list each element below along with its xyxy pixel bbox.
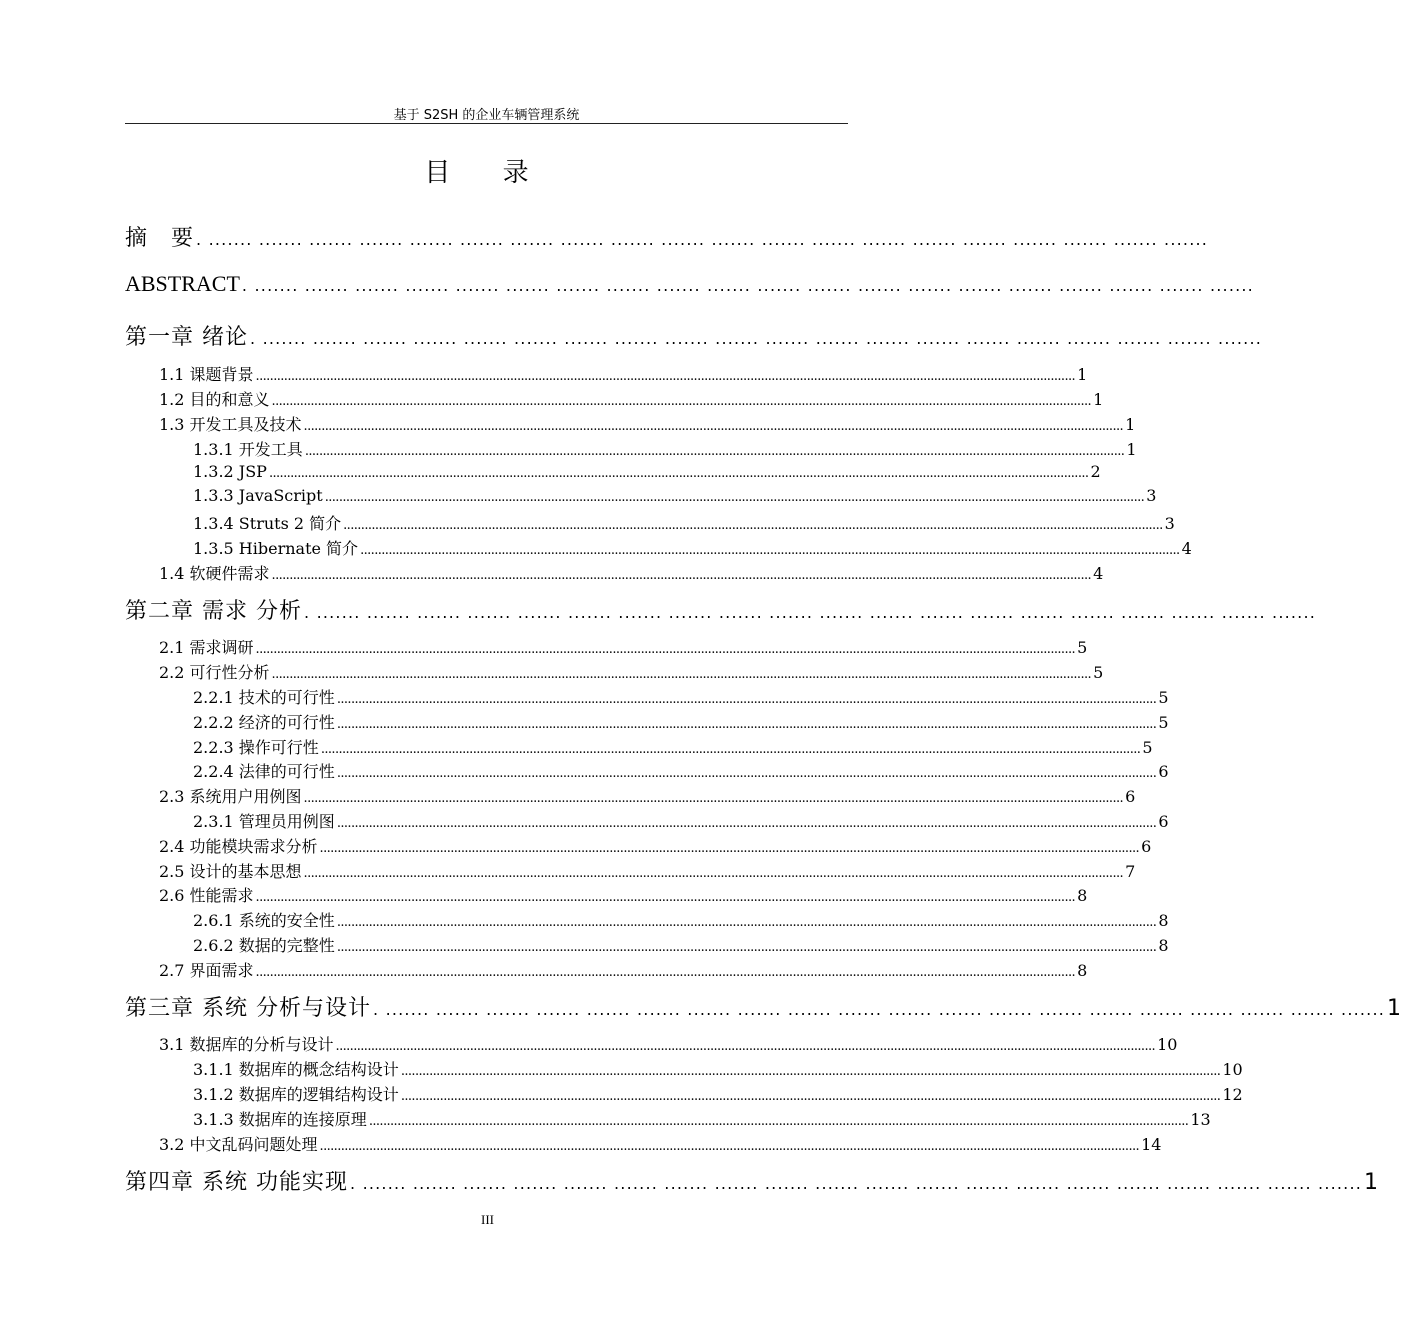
toc-entry-page: 1 bbox=[1077, 365, 1088, 384]
dot-leader: ........................................................................................................................................................................................................................................ bbox=[400, 1064, 1221, 1079]
toc-entry[interactable] bbox=[193, 735, 1153, 758]
toc-entry[interactable] bbox=[159, 387, 1104, 410]
toc-entry[interactable] bbox=[159, 958, 1088, 981]
toc-entry[interactable] bbox=[193, 486, 1157, 505]
toc-entry-label: 2.4 功能模块需求分析 bbox=[159, 837, 318, 856]
toc-entry-page: 6 bbox=[1125, 787, 1136, 806]
toc-entry-label: 第三章 系统 分析与设计 bbox=[125, 996, 371, 1021]
toc-entry-label: 2.6 性能需求 bbox=[159, 886, 254, 905]
toc-entry[interactable] bbox=[125, 271, 1254, 297]
toc-entry[interactable] bbox=[193, 437, 1137, 460]
toc-entry[interactable] bbox=[159, 362, 1088, 385]
toc-entry-page: 3 bbox=[1164, 514, 1175, 533]
dot-leader: ........................................................................................................................................................................................................................................ bbox=[324, 490, 1145, 505]
toc-entry-label: 1.3.5 Hibernate 简介 bbox=[193, 539, 359, 558]
toc-entry[interactable] bbox=[159, 1132, 1162, 1155]
dot-leader: ........................................................................................................................................................................................................................................ bbox=[303, 866, 1124, 881]
toc-entry-label: 2.2.2 经济的可行性 bbox=[193, 713, 335, 732]
toc-entry-page: 14 bbox=[1141, 1135, 1162, 1154]
toc-entry[interactable] bbox=[125, 991, 1401, 1022]
toc-entry-label: 1.3.4 Struts 2 简介 bbox=[193, 514, 342, 533]
dot-leader: ........................................................................................................................................................................................................................................ bbox=[271, 667, 1092, 682]
toc-entry[interactable] bbox=[159, 883, 1088, 906]
dot-leader: ........................................................................................................................................................................................................................................ bbox=[368, 1114, 1189, 1129]
toc-entry-page: 5 bbox=[1158, 713, 1169, 732]
toc-entry-page: 8 bbox=[1158, 911, 1169, 930]
dot-leader: ........................................................................................................................................................................................................................................ bbox=[255, 965, 1076, 980]
toc-entry-page: 4 bbox=[1093, 564, 1104, 583]
toc-entry[interactable] bbox=[159, 1032, 1178, 1055]
toc-entry[interactable] bbox=[193, 1057, 1243, 1080]
toc-entry-label: ABSTRACT bbox=[125, 271, 240, 296]
toc-entry-page: 2 bbox=[1090, 462, 1101, 481]
dot-leader: ........................................................................................................................................................................................................................................ bbox=[271, 394, 1092, 409]
toc-entry[interactable] bbox=[159, 561, 1104, 584]
toc-entry-page: 5 bbox=[1093, 663, 1104, 682]
toc-entry-label: 1.4 软硬件需求 bbox=[159, 564, 270, 583]
dot-leader: ........................................................................................................................................................................................................................................ bbox=[303, 419, 1124, 434]
toc-entry-label: 1.3.3 JavaScript bbox=[193, 486, 323, 505]
toc-entry-label: 1.1 课题背景 bbox=[159, 365, 254, 384]
toc-entry-page: 10 bbox=[1222, 1060, 1243, 1079]
dot-leader: ........................................................................................................................................................................................................................................ bbox=[255, 642, 1076, 657]
toc-entry-label: 3.2 中文乱码问题处理 bbox=[159, 1135, 318, 1154]
dot-leader: ........................................................................................................................................................................................................................................ bbox=[400, 1089, 1221, 1104]
toc-entry[interactable] bbox=[193, 511, 1175, 534]
dot-leader: ........................................................................................................................................................................................................................................ bbox=[336, 766, 1157, 781]
dot-leader: ........................................................................................................................................................................................................................................ bbox=[268, 466, 1089, 481]
toc-entry-page: 7 bbox=[1125, 862, 1136, 881]
toc-entry[interactable] bbox=[193, 933, 1169, 956]
dot-leader: ........................................................................................................................................................................................................................................ bbox=[271, 568, 1092, 583]
dot-leader: ........................................................................................................................................................................................................................................ bbox=[255, 890, 1076, 905]
toc-entry-label: 3.1.3 数据库的连接原理 bbox=[193, 1110, 367, 1129]
toc-entry-page: 6 bbox=[1141, 837, 1152, 856]
dot-leader: ........................................................................................................................................................................................................................................ bbox=[336, 692, 1157, 707]
toc-entry-label: 2.6.2 数据的完整性 bbox=[193, 936, 335, 955]
toc-entry[interactable] bbox=[159, 660, 1104, 683]
toc-entry-label: 3.1.2 数据库的逻辑结构设计 bbox=[193, 1085, 399, 1104]
toc-entry[interactable] bbox=[193, 685, 1169, 708]
dot-leader: ........................................................................................................................................................................................................................................ bbox=[320, 742, 1141, 757]
toc-entry-label: 2.2.1 技术的可行性 bbox=[193, 688, 335, 707]
toc-entry-page: 8 bbox=[1158, 936, 1169, 955]
toc-entry-page: 8 bbox=[1077, 961, 1088, 980]
toc-entry-page: 10 bbox=[1157, 1035, 1178, 1054]
toc-entry-label: 1.3.2 JSP bbox=[193, 462, 267, 481]
toc-entry-label: 3.1.1 数据库的概念结构设计 bbox=[193, 1060, 399, 1079]
dot-leader: . ....... ....... ....... ....... ....... ....... ....... ....... ....... ....... ....... ....... ....... ....... ....... ....... ....... ....... ....... ....... bbox=[196, 230, 1209, 249]
toc-entry-page: 6 bbox=[1158, 812, 1169, 831]
toc-entry-page: 1 bbox=[1093, 390, 1104, 409]
dot-leader: ........................................................................................................................................................................................................................................ bbox=[343, 518, 1163, 533]
toc-entry[interactable] bbox=[193, 1107, 1211, 1130]
toc-entry[interactable] bbox=[125, 320, 1263, 351]
page-number: III bbox=[481, 1212, 494, 1227]
dot-leader: ........................................................................................................................................................................................................................................ bbox=[360, 543, 1180, 558]
dot-leader: ........................................................................................................................................................................................................................................ bbox=[336, 940, 1157, 955]
dot-leader: . ....... ....... ....... ....... ....... ....... ....... ....... ....... ....... ....... ....... ....... ....... ....... ....... ....... ....... ....... ....... bbox=[250, 329, 1263, 348]
dot-leader: ........................................................................................................................................................................................................................................ bbox=[335, 1039, 1156, 1054]
toc-entry[interactable] bbox=[193, 908, 1169, 931]
dot-leader: ........................................................................................................................................................................................................................................ bbox=[255, 369, 1076, 384]
toc-entry-label: 2.1 需求调研 bbox=[159, 638, 254, 657]
toc-entry[interactable] bbox=[125, 1165, 1379, 1196]
toc-entry-label: 2.3 系统用户用例图 bbox=[159, 787, 302, 806]
toc-entry-page: 1 bbox=[1387, 996, 1401, 1021]
toc-entry-page: 1 bbox=[1126, 440, 1137, 459]
toc-entry-page: 13 bbox=[1190, 1110, 1211, 1129]
toc-entry-label: 第一章 绪论 bbox=[125, 325, 248, 350]
toc-entry[interactable] bbox=[159, 784, 1136, 807]
dot-leader: ........................................................................................................................................................................................................................................ bbox=[336, 717, 1157, 732]
dot-leader: ........................................................................................................................................................................................................................................ bbox=[303, 791, 1124, 806]
running-header: 基于 S2SH 的企业车辆管理系统 bbox=[393, 108, 580, 123]
dot-leader: . ....... ....... ....... ....... ....... ....... ....... ....... ....... ....... ....... ....... ....... ....... ....... ....... ....... ....... ....... ....... bbox=[304, 603, 1317, 622]
dot-leader: . ....... ....... ....... ....... ....... ....... ....... ....... ....... ....... ....... ....... ....... ....... ....... ....... ....... ....... ....... ....... bbox=[350, 1174, 1363, 1193]
dot-leader: ........................................................................................................................................................................................................................................ bbox=[319, 841, 1140, 856]
toc-entry[interactable] bbox=[193, 1082, 1243, 1105]
toc-entry-label: 2.2.4 法律的可行性 bbox=[193, 762, 335, 781]
toc-entry-label: 摘 要 bbox=[125, 226, 195, 251]
toc-entry-page: 1 bbox=[1364, 1170, 1379, 1195]
toc-entry[interactable] bbox=[125, 221, 1209, 252]
toc-entry-label: 2.6.1 系统的安全性 bbox=[193, 911, 335, 930]
toc-entry[interactable] bbox=[159, 859, 1136, 882]
toc-entry-page: 12 bbox=[1222, 1085, 1243, 1104]
toc-entry-label: 3.1 数据库的分析与设计 bbox=[159, 1035, 334, 1054]
toc-entry-page: 3 bbox=[1146, 486, 1157, 505]
toc-entry[interactable] bbox=[193, 759, 1169, 782]
dot-leader: ........................................................................................................................................................................................................................................ bbox=[336, 816, 1157, 831]
toc-entry-label: 第二章 需求 分析 bbox=[125, 599, 302, 624]
toc-entry-page: 4 bbox=[1181, 539, 1192, 558]
toc-entry-label: 2.7 界面需求 bbox=[159, 961, 254, 980]
toc-entry-page: 6 bbox=[1158, 762, 1169, 781]
toc-entry-label: 1.2 目的和意义 bbox=[159, 390, 270, 409]
toc-entry[interactable] bbox=[193, 536, 1192, 559]
dot-leader: ........................................................................................................................................................................................................................................ bbox=[304, 444, 1125, 459]
dot-leader: ........................................................................................................................................................................................................................................ bbox=[319, 1139, 1140, 1154]
toc-entry-page: 5 bbox=[1158, 688, 1169, 707]
dot-leader: . ....... ....... ....... ....... ....... ....... ....... ....... ....... ....... ....... ....... ....... ....... ....... ....... ....... ....... ....... ....... bbox=[241, 276, 1254, 295]
toc-entry-label: 第四章 系统 功能实现 bbox=[125, 1170, 348, 1195]
toc-entry-page: 1 bbox=[1125, 415, 1136, 434]
dot-leader: ........................................................................................................................................................................................................................................ bbox=[336, 915, 1157, 930]
toc-entry-label: 2.5 设计的基本思想 bbox=[159, 862, 302, 881]
toc-entry-label: 2.3.1 管理员用例图 bbox=[193, 812, 335, 831]
toc-entry[interactable] bbox=[193, 462, 1101, 481]
toc-entry[interactable] bbox=[193, 809, 1169, 832]
toc-entry-page: 5 bbox=[1077, 638, 1088, 657]
dot-leader: . ....... ....... ....... ....... ....... ....... ....... ....... ....... ....... ....... ....... ....... ....... ....... ....... ....... ....... ....... ....... bbox=[373, 1000, 1386, 1019]
toc-entry-label: 2.2.3 操作可行性 bbox=[193, 738, 319, 757]
toc-heading: 目 录 bbox=[424, 158, 551, 188]
toc-entry-label: 2.2 可行性分析 bbox=[159, 663, 270, 682]
toc-entry[interactable] bbox=[125, 594, 1317, 625]
toc-entry-page: 8 bbox=[1077, 886, 1088, 905]
toc-entry[interactable] bbox=[193, 710, 1169, 733]
toc-entry-page: 5 bbox=[1142, 738, 1153, 757]
toc-entry[interactable] bbox=[159, 412, 1136, 435]
toc-entry-label: 1.3 开发工具及技术 bbox=[159, 415, 302, 434]
toc-entry-label: 1.3.1 开发工具 bbox=[193, 440, 303, 459]
toc-entry[interactable] bbox=[159, 834, 1152, 857]
toc-entry[interactable] bbox=[159, 635, 1088, 658]
